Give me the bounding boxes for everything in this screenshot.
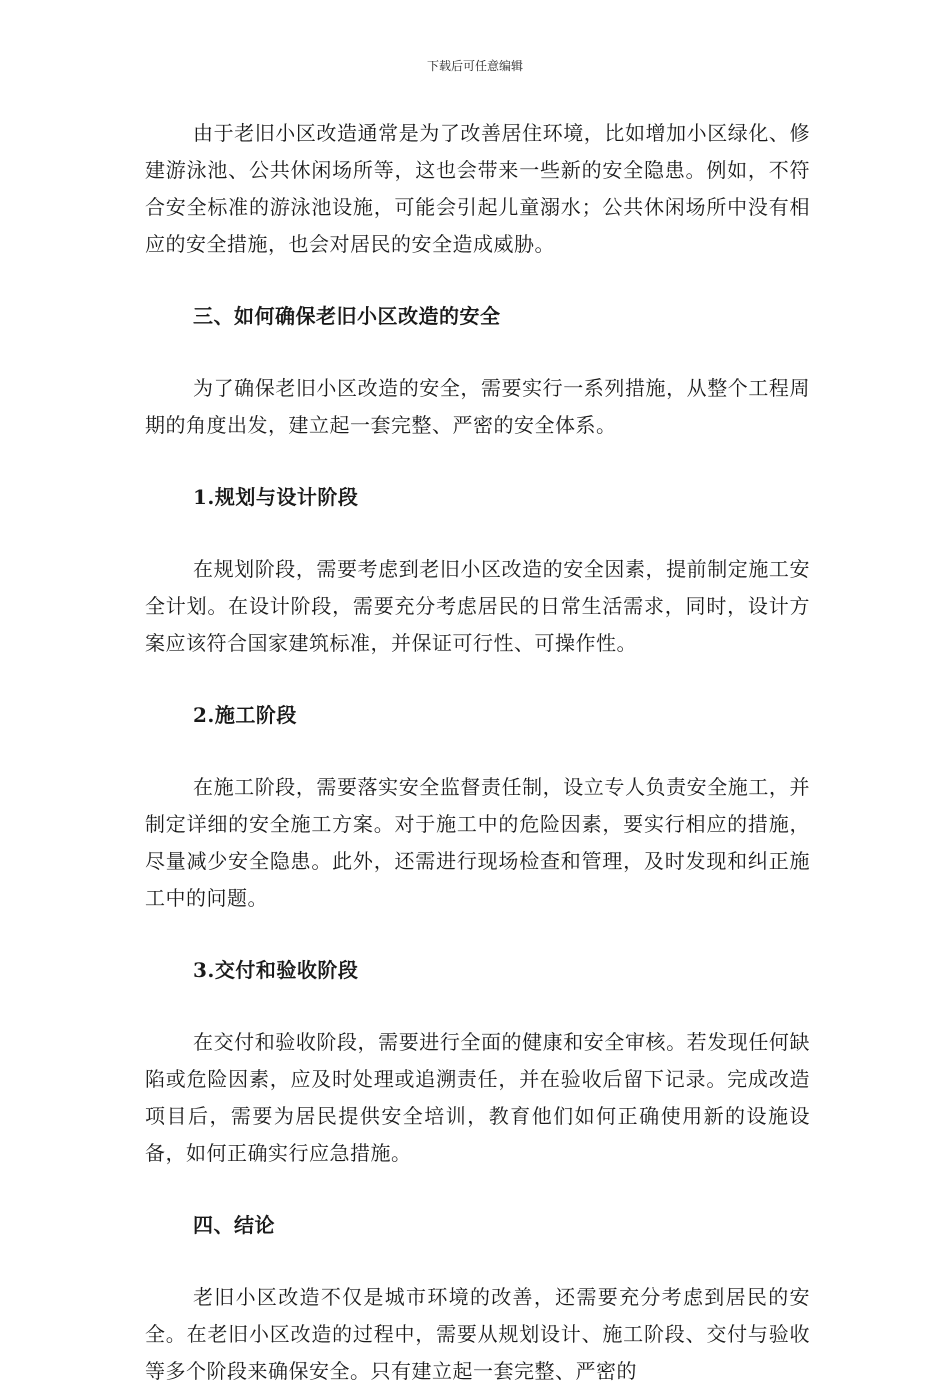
paragraph-safety-hazards: 由于老旧小区改造通常是为了改善居住环境，比如增加小区绿化、修建游泳池、公共休闲场所等，这也会带来一些新的安全隐患。例如，不符合安全标准的游泳池设施，可能会引起儿童溺水；公共休闲场所中没有相应的安全措施，也会对居民的安全造成威胁。 [145, 121, 810, 256]
paragraph-delivery-acceptance: 在交付和验收阶段，需要进行全面的健康和安全审核。若发现任何缺陷或危险因素，应及时处理或追溯责任，并在验收后留下记录。完成改造项目后，需要为居民提供安全培训，教育他们如何正确使用新的设施设备，如何正确实行应急措施。 [145, 1030, 810, 1165]
document-body [145, 115, 810, 1390]
section-heading-ensure-safety: 三、如何确保老旧小区改造的安全 [193, 304, 501, 328]
subheading-construction: 2.施工阶段 [193, 703, 297, 727]
subheading-planning-design: 1.规划与设计阶段 [193, 485, 359, 509]
section-heading-conclusion: 四、结论 [193, 1213, 275, 1237]
subheading-delivery-acceptance: 3.交付和验收阶段 [193, 958, 359, 982]
paragraph-safety-system: 为了确保老旧小区改造的安全，需要实行一系列措施，从整个工程周期的角度出发，建立起一套完整、严密的安全体系。 [145, 376, 810, 437]
paragraph-planning-design: 在规划阶段，需要考虑到老旧小区改造的安全因素，提前制定施工安全计划。在设计阶段，需要充分考虑居民的日常生活需求，同时，设计方案应该符合国家建筑标准，并保证可行性、可操作性。 [145, 557, 810, 655]
paragraph-construction: 在施工阶段，需要落实安全监督责任制，设立专人负责安全施工，并制定详细的安全施工方案。对于施工中的危险因素，要实行相应的措施，尽量减少安全隐患。此外，还需进行现场检查和管理，及时发现和纠正施工中的问题。 [145, 775, 810, 910]
paragraph-conclusion: 老旧小区改造不仅是城市环境的改善，还需要充分考虑到居民的安全。在老旧小区改造的过程中，需要从规划设计、施工阶段、交付与验收等多个阶段来确保安全。只有建立起一套完整、严密的 [145, 1285, 810, 1383]
page-header-note: 下载后可任意编辑 [426, 59, 523, 73]
